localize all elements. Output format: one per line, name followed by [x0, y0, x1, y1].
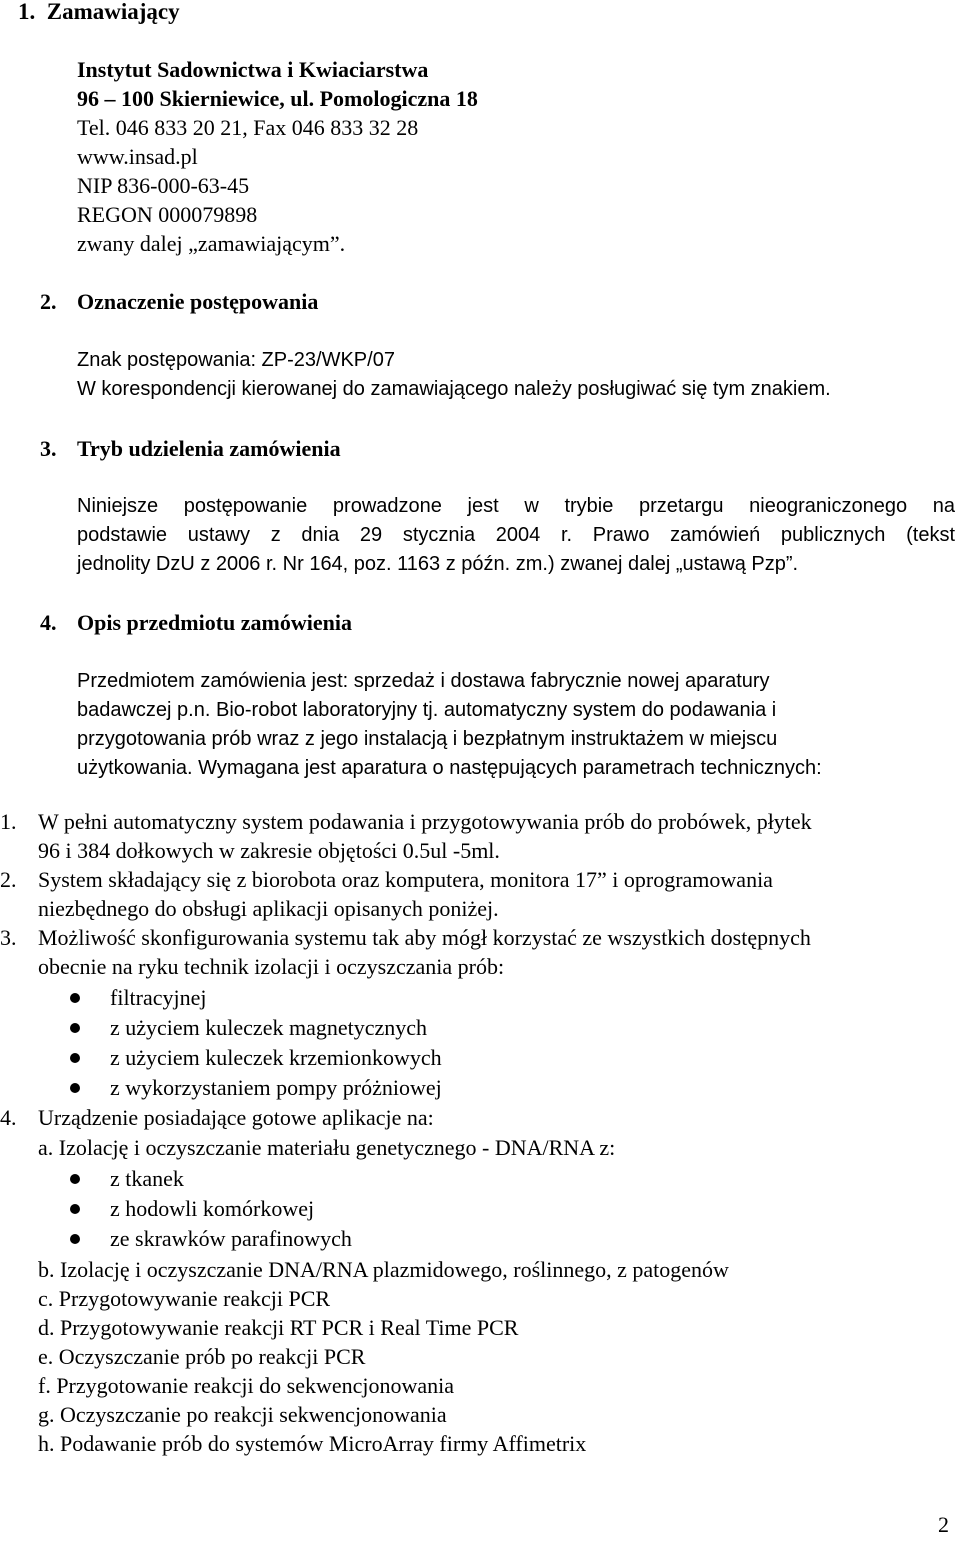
source-item: z tkanek	[110, 1166, 184, 1191]
section-4-line: użytkowania. Wymagana jest aparatura o następujących parametrach technicznych:	[77, 757, 822, 779]
section-3-title: Tryb udzielenia zamówienia	[77, 436, 341, 461]
section-4-number: 4.	[40, 610, 57, 635]
application-item: e. Oczyszczanie prób po reakcji PCR	[38, 1344, 366, 1369]
requirement-number: 3.	[0, 925, 17, 950]
technique-item: filtracyjnej	[110, 985, 207, 1010]
procedure-note: W korespondencji kierowanej do zamawiającego należy posługiwać się tym znakiem.	[77, 378, 831, 400]
section-2-title: Oznaczenie postępowania	[77, 289, 319, 314]
bullet-icon	[70, 1083, 80, 1093]
procedure-sign: Znak postępowania: ZP-23/WKP/07	[77, 349, 395, 371]
application-item: h. Podawanie prób do systemów MicroArray firmy Affimetrix	[38, 1431, 587, 1456]
source-item: ze skrawków parafinowych	[110, 1226, 352, 1251]
institute-called: zwany dalej „zamawiającym”.	[77, 231, 346, 256]
section-1-number: 1.	[18, 0, 36, 24]
section-4-line: przygotowania prób wraz z jego instalacją i bezpłatnym instruktażem w miejscu	[77, 728, 778, 750]
section-3-line: jednolity DzU z 2006 r. Nr 164, poz. 1163 z późn. zm.) zwanej dalej „ustawą Pzp”.	[77, 553, 799, 575]
bullet-icon	[70, 1234, 80, 1244]
bullet-icon	[70, 1174, 80, 1184]
section-1-title: Zamawiający	[46, 0, 180, 24]
section-3-line: podstawie ustawy z dnia 29 stycznia 2004 r. Prawo zamówień publicznych (tekst	[77, 524, 955, 546]
bullet-icon	[70, 1023, 80, 1033]
section-3-number: 3.	[40, 436, 57, 461]
application-item: c. Przygotowywanie reakcji PCR	[38, 1286, 331, 1311]
section-2-number: 2.	[40, 289, 57, 314]
application-item: d. Przygotowywanie reakcji RT PCR i Real Time PCR	[38, 1315, 519, 1340]
bullet-icon	[70, 1053, 80, 1063]
application-item: g. Oczyszczanie po reakcji sekwencjonowania	[38, 1402, 447, 1427]
requirement-number: 4.	[0, 1105, 17, 1130]
requirement-line: System składający się z biorobota oraz komputera, monitora 17” i oprogramowania	[38, 867, 773, 892]
institute-website: www.insad.pl	[77, 144, 198, 169]
institute-regon: REGON 000079898	[77, 202, 258, 227]
section-4-title: Opis przedmiotu zamówienia	[77, 610, 352, 635]
institute-address: 96 – 100 Skierniewice, ul. Pomologiczna 18	[77, 86, 478, 111]
technique-item: z wykorzystaniem pompy próżniowej	[110, 1075, 442, 1100]
requirement-number: 1.	[0, 809, 17, 834]
application-item: a. Izolację i oczyszczanie materiału genetycznego - DNA/RNA z:	[38, 1135, 616, 1160]
page-number: 2	[938, 1512, 949, 1537]
section-4-line: badawczej p.n. Bio-robot laboratoryjny tj. automatyczny system do podawania i	[77, 699, 777, 721]
requirement-line: obecnie na ryku technik izolacji i oczyszczania prób:	[38, 954, 505, 979]
requirement-line: 96 i 384 dołkowych w zakresie objętości 0.5ul -5ml.	[38, 838, 500, 863]
technique-item: z użyciem kuleczek krzemionkowych	[110, 1045, 442, 1070]
section-4-line: Przedmiotem zamówienia jest: sprzedaż i dostawa fabrycznie nowej aparatury	[77, 670, 770, 692]
institute-name: Instytut Sadownictwa i Kwiaciarstwa	[77, 57, 429, 82]
requirement-line: niezbędnego do obsługi aplikacji opisanych poniżej.	[38, 896, 499, 921]
source-item: z hodowli komórkowej	[110, 1196, 315, 1221]
bullet-icon	[70, 1204, 80, 1214]
application-item: b. Izolację i oczyszczanie DNA/RNA plazmidowego, roślinnego, z patogenów	[38, 1257, 729, 1282]
requirement-number: 2.	[0, 867, 17, 892]
technique-item: z użyciem kuleczek magnetycznych	[110, 1015, 428, 1040]
section-3-line: Niniejsze postępowanie prowadzone jest w trybie przetargu nieograniczonego na	[77, 495, 955, 517]
requirement-line: Możliwość skonfigurowania systemu tak aby mógł korzystać ze wszystkich dostępnych	[38, 925, 811, 950]
application-item: f. Przygotowanie reakcji do sekwencjonowania	[38, 1373, 455, 1398]
institute-phone: Tel. 046 833 20 21, Fax 046 833 32 28	[77, 115, 419, 140]
bullet-icon	[70, 993, 80, 1003]
requirement-line: Urządzenie posiadające gotowe aplikacje na:	[38, 1105, 434, 1130]
section-1-heading	[18, 0, 180, 25]
requirement-line: W pełni automatyczny system podawania i przygotowywania prób do probówek, płytek	[38, 809, 812, 834]
institute-nip: NIP 836-000-63-45	[77, 173, 250, 198]
